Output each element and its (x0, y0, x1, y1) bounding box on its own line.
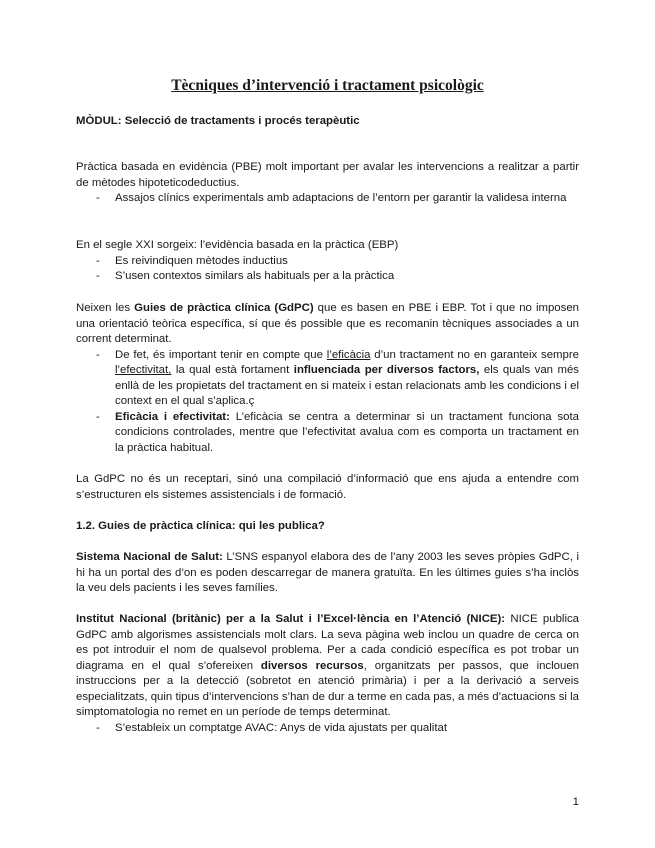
gdpc-term: Guies de pràctica clínica (GdPC) (134, 302, 314, 314)
nice-paragraph: Institut Nacional (britànic) per a la Salut i l’Excel·lència en l’Atenció (NICE): NICE publica GdPC amb algorismes assistencials molt clars. La seva pàgina web inclou un quadre de cerca on es pot introduir el nom de qualsevol problema. Per a cada condició específica es pot trobar un diagrama en el qual s’ofereixen diversos recursos, organitzats per passos, que inclouen instruccions per a la detecció (sobretot en atenció primària) i per a la derivació a serveis especialitzats, quin tipus d’intervencions s’han de dur a terme en cada pas, a més d’actuacions si la simptomatologia no remet en un període de temps determinat. (76, 613, 580, 718)
gdpc-paragraph: Neixen les Guies de pràctica clínica (GdPC) que es basen en PBE i EBP. Tot i que no imposen una orientació teòrica específica, sí que és possible que es recomanin tècniques associades a un corrent determinat. (76, 302, 579, 345)
bold-term: Eficàcia i efectivitat: (115, 410, 230, 423)
list-item-definition: - Eficàcia i efectivitat: L’eficàcia se centra a determinar si un tractament funciona sota condicions controlades, mentre que l’efectivitat avalua com es comporta un tractament en la pràctica habitual. (76, 410, 579, 457)
list-item: - Assajos clínics experimentals amb adaptacions de l’entorn per garantir la validesa interna (76, 191, 579, 207)
module-heading: MÒDUL: Selecció de tractaments i procés terapèutic (76, 115, 360, 127)
nice-list (76, 721, 579, 737)
receptari-paragraph: La GdPC no és un receptari, sinó una compilació d’informació que ens ajuda a entendre com s’estructuren els sistemes assistencials i de formació. (76, 473, 579, 501)
ebp-section (76, 238, 579, 285)
list-item: - S’usen contextos similars als habituals per a la pràctica (76, 269, 579, 285)
pbe-section (76, 160, 579, 207)
bold-term: Institut Nacional (britànic) per a la Salut i l’Excel·lència en l’Atenció (NICE): (76, 613, 506, 625)
ebp-paragraph: En el segle XXI sorgeix: l’evidència basada en la pràctica (EBP) (76, 239, 399, 251)
pbe-list (76, 191, 579, 207)
underlined-term: l’eficàcia (326, 348, 371, 361)
gdpc-section (76, 301, 579, 456)
bold-term: influenciada per diversos factors, (293, 364, 480, 376)
underlined-term: l’efectivitat, (115, 364, 172, 376)
pbe-paragraph: Pràctica basada en evidència (PBE) molt important per avalar les intervencions a realitzar a partir de mètodes hipoteticodeductius. (76, 161, 579, 189)
bold-term: Sistema Nacional de Salut: (76, 551, 223, 563)
page-number: 1 (572, 796, 579, 808)
bold-term: diversos recursos (260, 659, 364, 672)
sns-paragraph: Sistema Nacional de Salut: L’SNS espanyol elabora des de l’any 2003 les seves pròpies GdPC, i hi ha un portal des d’on es poden descarregar de manera gratuïta. En les últimes guies s’ha inclòs la veu dels pacients i les seves famílies. (76, 551, 580, 594)
list-item: - S’estableix un comptatge AVAC: Anys de vida ajustats per qualitat (76, 721, 579, 737)
list-item-efficacy: - De fet, és important tenir en compte que l’eficàcia d’un tractament no en garanteix sempre l’efectivitat, la qual està fortament influenciada per diversos factors, els quals van més enllà de les propietats del tractament en si mateix i estan relacionats amb les condicions i el context en el qual s’aplica.ç (76, 348, 579, 410)
nice-section (76, 612, 579, 736)
section-heading: 1.2. Guies de pràctica clínica: qui les publica? (76, 520, 325, 532)
ebp-list (76, 254, 579, 285)
gdpc-list (76, 348, 579, 457)
list-item: - Es reivindiquen mètodes inductius (76, 254, 579, 270)
document-title: Tècniques d’intervenció i tractament psicològic (171, 77, 484, 94)
